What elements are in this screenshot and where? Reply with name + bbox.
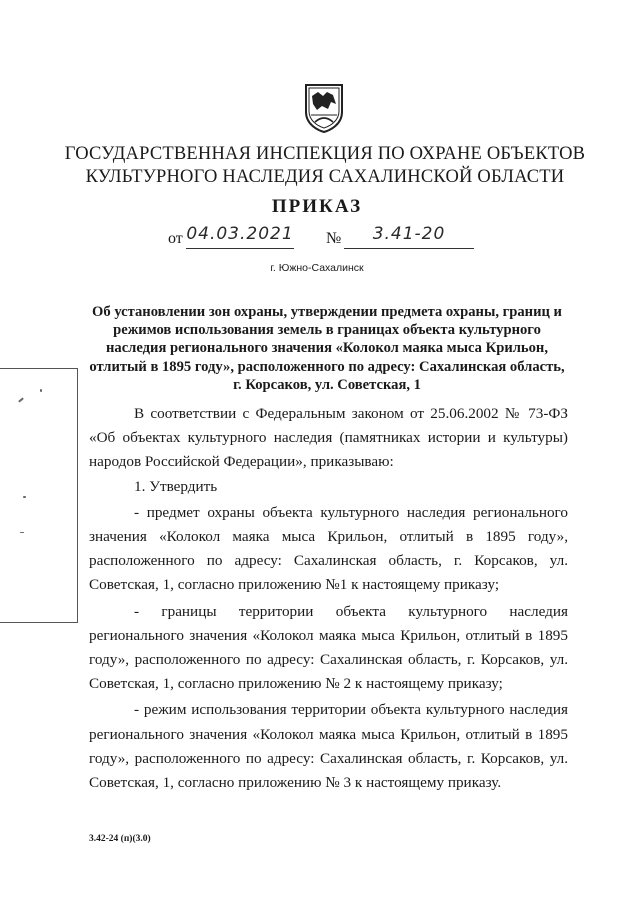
subitem-1: - предмет охраны объекта культурного наследия регионального значения «Колокол маяка мыса Крильон, отлитый в 1895 году», расположенного по адресу: Сахалинская область, г. Корсаков, ул. Советская, 1, согласно приложению №1 к настоящему приказу; (89, 503, 568, 594)
footer-code: 3.42-24 (п)(3.0) (89, 834, 151, 844)
mark (18, 397, 24, 402)
subitem-3: - режим использования территории объекта культурного наследия регионального значения «Колокол маяка мыса Крильон, отлитый в 1895 году», расположенного по адресу: Сахалинская область, г. Корсаков, ул. Советская, 1, согласно приложению № 3 к настоящему приказу. (89, 701, 568, 792)
mark (23, 496, 26, 498)
number-value: 3.41-20 (372, 224, 446, 244)
number-field (344, 224, 474, 249)
item-1: 1. Утвердить (134, 477, 218, 495)
date-number-row (168, 226, 498, 252)
subitem-2: - границы территории объекта культурного наследия регионального значения «Колокол маяка мыса Крильон, отлитый в 1895 году», расположенного по адресу: Сахалинская область, г. Корсаков, ул. Советская, 1, согласно приложению № 2 к настоящему приказу; (89, 602, 568, 693)
intro-paragraph: В соответствии с Федеральным законом от 25.06.2002 № 73-ФЗ «Об объектах культурного наследия (памятниках истории и культуры) народов Российской Федерации», приказываю: (89, 405, 568, 471)
order-title: Об установлении зон охраны, утверждении предмета охраны, границ и режимов использования земель в границах объекта культурного наследия регионального значения «Колокол маяка мыса Крильон, отлитый в 1895 году», расположенного по адресу: Сахалинская область, г. Корсаков, ул. Советская, 1 (89, 304, 565, 393)
date-label: от (168, 230, 183, 247)
order-body (89, 402, 568, 795)
date-value: 04.03.2021 (186, 224, 294, 244)
mark (20, 532, 24, 533)
city: г. Южно-Сахалинск (270, 262, 364, 274)
mark (40, 389, 42, 392)
number-label: № (326, 230, 342, 247)
agency-name: ГОСУДАРСТВЕННАЯ ИНСПЕКЦИЯ ПО ОХРАНЕ ОБЪЕКТОВ КУЛЬТУРНОГО НАСЛЕДИЯ САХАЛИНСКОЙ ОБЛАСТИ (64, 144, 586, 187)
margin-stamp-box (0, 368, 78, 623)
document-type: ПРИКАЗ (271, 196, 363, 217)
coat-of-arms-icon (303, 82, 345, 134)
date-field (186, 224, 294, 249)
